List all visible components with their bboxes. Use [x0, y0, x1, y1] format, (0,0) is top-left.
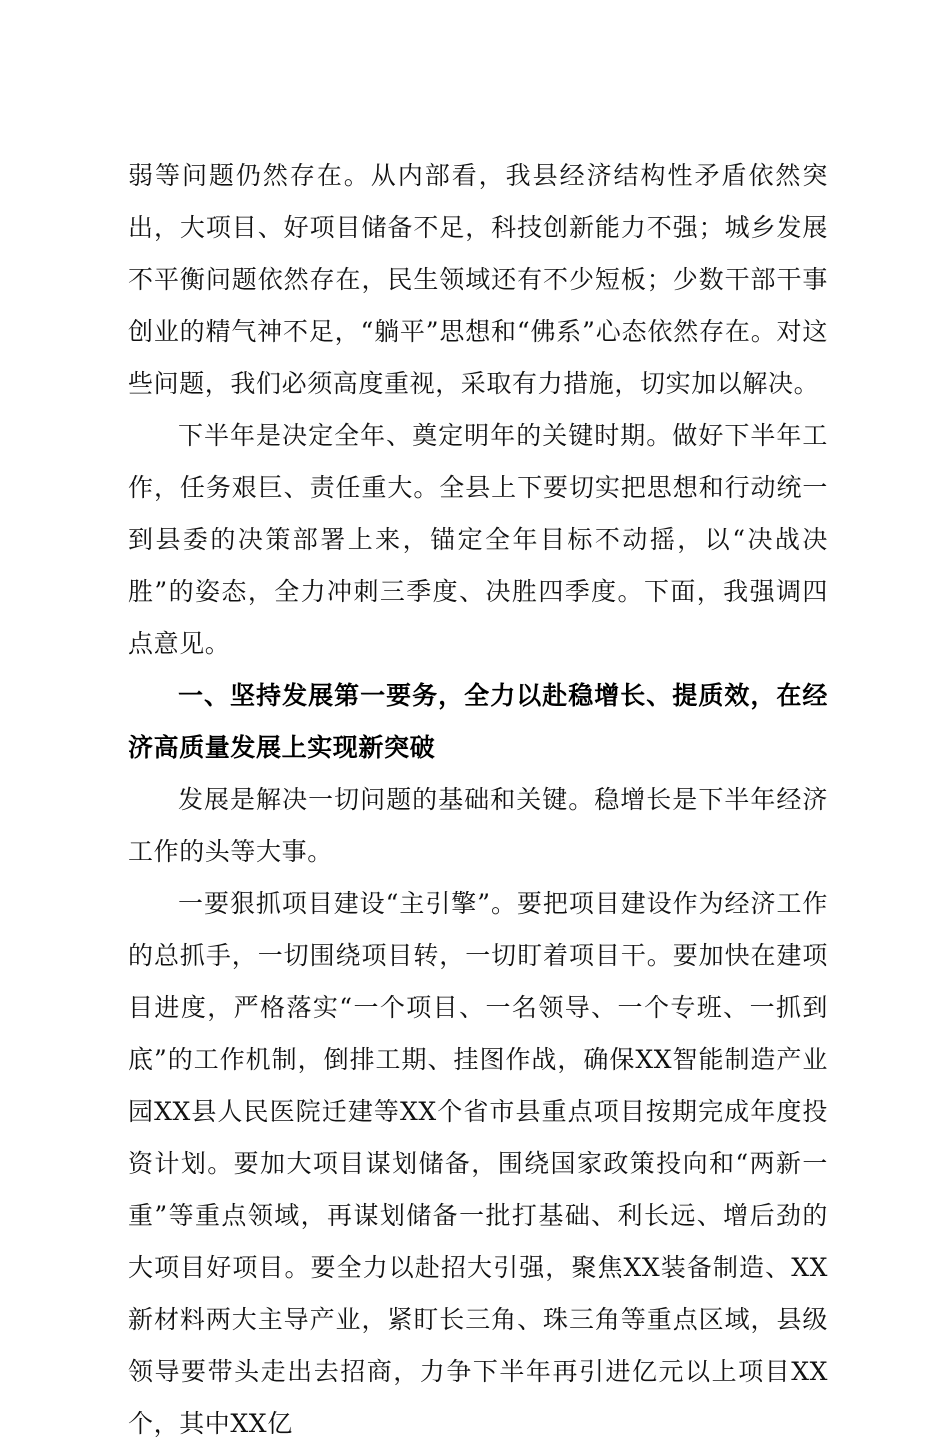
paragraph-second-half-overview: 下半年是决定全年、奠定明年的关键时期。做好下半年工作，任务艰巨、责任重大。全县上下要切实把思想和行动统一到县委的决策部署上来，锚定全年目标不动摇，以“决战决胜”的姿态，全力冲刺三季度、决胜四季度。下面，我强调四点意见。 — [128, 421, 828, 658]
paragraph-project-construction: 一要狠抓项目建设“主引擎”。要把项目建设作为经济工作的总抓手，一切围绕项目转，一切盯着项目干。要加快在建项目进度，严格落实“一个项目、一名领导、一个专班、一抓到底”的工作机制，倒排工期、挂图作战，确保XX智能制造产业园XX县人民医院迁建等XX个省市县重点项目按期完成年度投资计划。要加大项目谋划储备，围绕国家政策投向和“两新一重”等重点领域，再谋划储备一批打基础、利长远、增后劲的大项目好项目。要全力以赴招大引强，聚焦XX装备制造、XX新材料两大主导产业，紧盯长三角、珠三角等重点区域，县级领导要带头走出去招商，力争下半年再引进亿元以上项目XX个，其中XX亿 — [128, 889, 828, 1438]
section-heading-one: 一、坚持发展第一要务，全力以赴稳增长、提质效，在经济高质量发展上实现新突破 — [128, 681, 828, 762]
document-body — [128, 150, 828, 1450]
paragraph-development-key: 发展是解决一切问题的基础和关键。稳增长是下半年经济工作的头等大事。 — [128, 785, 828, 866]
paragraph-problems-continued: 弱等问题仍然存在。从内部看，我县经济结构性矛盾依然突出，大项目、好项目储备不足，科技创新能力不强；城乡发展不平衡问题依然存在，民生领域还有不少短板；少数干部干事创业的精气神不足，“躺平”思想和“佛系”心态依然存在。对这些问题，我们必须高度重视，采取有力措施，切实加以解决。 — [128, 161, 828, 398]
